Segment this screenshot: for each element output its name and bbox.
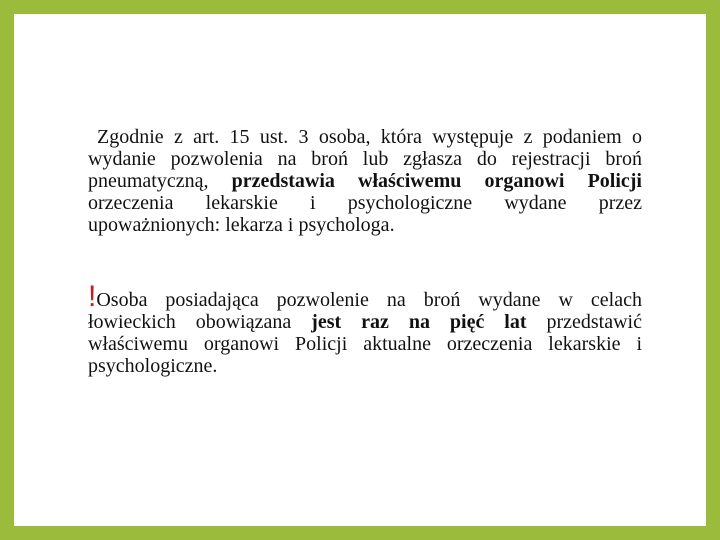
paragraph-1-text-a: Zgodnie z art. 15 ust. 3 osoba, która występuje z podaniem o wydanie pozwolenia na broń lub zgłasza do rejestracji broń pneumatyczną, bbox=[88, 126, 642, 192]
paragraph-2-text-b: przedstawić właściwemu organowi Policji aktualne orzeczenia lekarskie i psychologiczne. bbox=[88, 311, 642, 377]
paragraph-hunting-permit bbox=[88, 280, 642, 377]
paragraph-1-text-b: orzeczenia lekarskie i psychologiczne wydane przez upoważnionych: lekarza i psychologa. bbox=[88, 192, 642, 236]
paragraph-2-text-a: Osoba posiadająca pozwolenie na broń wydane w celach łowieckich obowiązana bbox=[88, 289, 642, 333]
paragraph-1-bold: przedstawia właściwemu organowi Policji bbox=[231, 170, 642, 192]
paragraph-registration bbox=[88, 126, 642, 236]
paragraph-2-bold: jest raz na pięć lat bbox=[311, 311, 527, 333]
slide bbox=[14, 14, 706, 526]
exclamation-icon: ! bbox=[88, 280, 97, 313]
